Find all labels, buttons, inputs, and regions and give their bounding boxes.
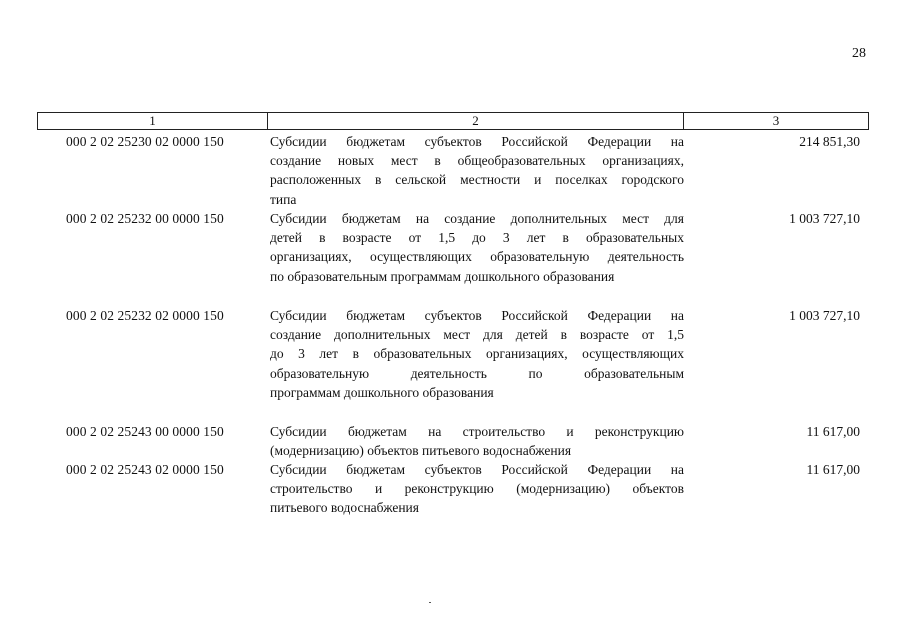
description-line: типа [270,191,297,207]
description-line: организациях, осуществляющих образовательную деятельность [270,249,684,265]
row-description [270,422,684,460]
table-header [37,112,869,130]
row-description [270,209,684,286]
page-number: 28 [852,46,866,61]
description-line: Субсидии бюджетам на строительство и реконструкцию [270,424,684,439]
row-code: 000 2 02 25243 02 0000 150 [66,462,224,477]
row-code: 000 2 02 25230 02 0000 150 [66,134,224,149]
description-line: детей в возрасте от 1,5 до 3 лет в образовательных [270,230,684,246]
description-line: Субсидии бюджетам субъектов Российской Федерации на [270,462,684,477]
description-line: строительство и реконструкцию (модернизацию) объектов [270,481,684,497]
row-description [270,460,684,518]
description-line: Субсидии бюджетам субъектов Российской Федерации на [270,308,684,323]
row-amount: 11 617,00 [806,424,860,439]
row-amount: 11 617,00 [806,462,860,477]
description-line: расположенных в сельской местности и поселках городского [270,172,684,188]
description-line: программам дошкольного образования [270,384,494,400]
row-code: 000 2 02 25243 00 0000 150 [66,424,224,439]
description-line: питьевого водоснабжения [270,500,419,516]
row-amount: 1 003 727,10 [789,308,860,323]
footer-dot [429,602,431,603]
description-line: создание новых мест в общеобразовательных организациях, [270,153,684,169]
description-line: Субсидии бюджетам субъектов Российской Федерации на [270,134,684,149]
header-col-1: 1 [38,113,268,129]
row-code: 000 2 02 25232 02 0000 150 [66,308,224,323]
description-line: образовательную деятельность по образовательным [270,365,684,381]
description-line: по образовательным программам дошкольного образования [270,268,615,284]
header-col-2: 2 [268,113,684,129]
description-line: (модернизацию) объектов питьевого водоснабжения [270,443,572,459]
description-line: создание дополнительных мест для детей в возрасте от 1,5 [270,327,684,343]
row-amount: 1 003 727,10 [789,211,860,226]
description-line: Субсидии бюджетам на создание дополнительных мест для [270,211,684,226]
description-line: до 3 лет в образовательных организациях, осуществляющих [270,346,684,362]
row-code: 000 2 02 25232 00 0000 150 [66,211,224,226]
row-description [270,132,684,209]
header-col-3: 3 [772,113,780,128]
row-amount: 214 851,30 [799,134,860,149]
row-description [270,306,684,402]
